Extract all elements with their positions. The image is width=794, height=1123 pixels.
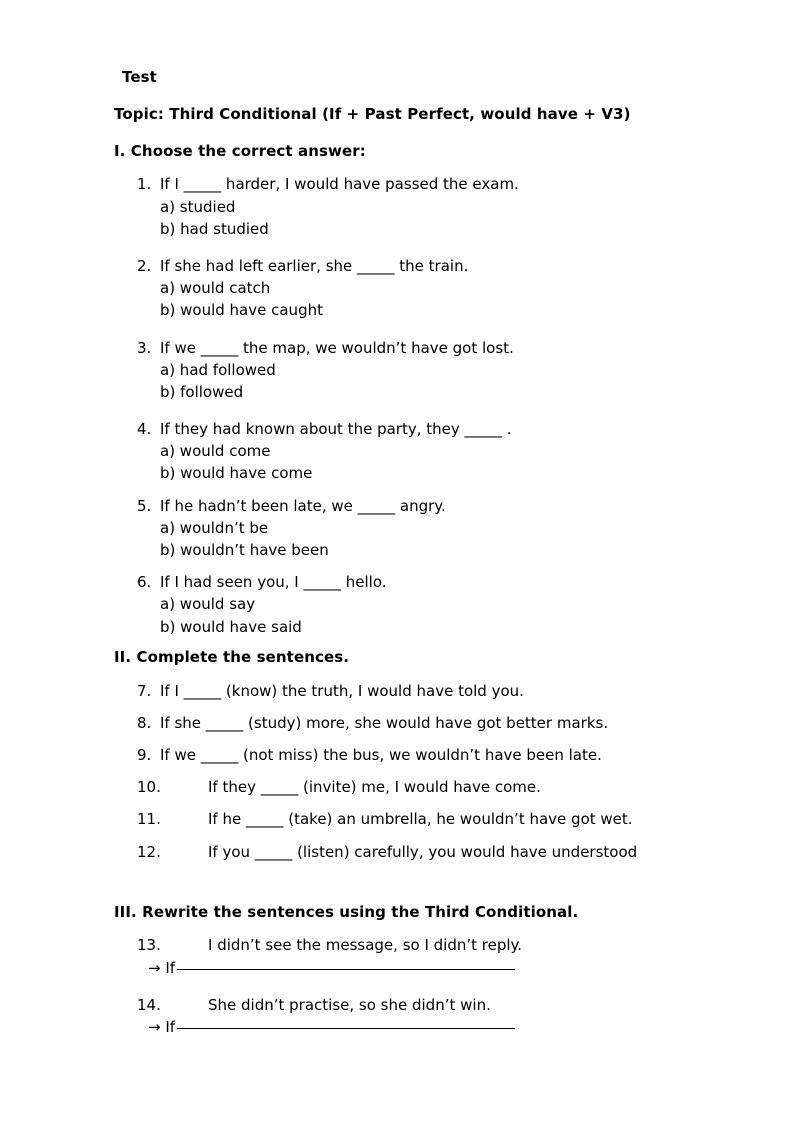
question-item (114, 712, 704, 734)
question-number: 7. (137, 681, 152, 700)
question-line (114, 744, 704, 766)
question-text: If I had seen you, I _____ hello. (160, 573, 387, 592)
answer-option[interactable]: a) would catch (160, 279, 271, 298)
question-line (114, 255, 704, 277)
answer-option[interactable]: b) would have said (160, 617, 302, 636)
question-item (114, 418, 704, 485)
question-line (114, 712, 704, 734)
question-text: If she _____ (study) more, she would have got better marks. (160, 713, 609, 732)
question-number: 4. (137, 420, 152, 439)
answer-option[interactable]: b) had studied (160, 219, 269, 238)
question-number: 8. (137, 713, 152, 732)
question-item (114, 776, 704, 798)
question-item (114, 495, 704, 562)
question-number: 10. (137, 778, 161, 797)
answer-option[interactable]: a) studied (160, 197, 236, 216)
answer-option[interactable]: a) would come (160, 442, 271, 461)
answer-option[interactable]: b) would have come (160, 464, 313, 483)
question-line (114, 571, 704, 593)
answer-option[interactable]: b) wouldn’t have been (160, 541, 329, 560)
question-text: If we _____ the map, we wouldn’t have got lost. (160, 338, 514, 357)
question-text: If we _____ (not miss) the bus, we wouldn’t have been late. (160, 745, 602, 764)
question-item (114, 571, 704, 638)
question-text: If I _____ harder, I would have passed the exam. (160, 175, 519, 194)
question-item (114, 934, 704, 978)
question-item (114, 680, 704, 702)
question-line (114, 808, 704, 830)
question-line (114, 994, 704, 1016)
question-line (114, 337, 704, 359)
question-number: 11. (137, 810, 161, 829)
question-text: If they had known about the party, they _____ . (160, 420, 512, 439)
question-number: 2. (137, 256, 152, 275)
answer-option[interactable]: a) would say (160, 595, 256, 614)
rewrite-answer-line[interactable] (177, 1028, 515, 1029)
question-number: 6. (137, 573, 152, 592)
question-text: If he _____ (take) an umbrella, he wouldn’t have got wet. (208, 810, 633, 829)
answer-option[interactable]: b) followed (160, 382, 244, 401)
question-number: 9. (137, 745, 152, 764)
question-item (114, 841, 704, 863)
question-item (114, 808, 704, 830)
question-number: 13. (137, 936, 161, 955)
section-heading-2: II. Complete the sentences. (114, 647, 350, 666)
question-text: She didn’t practise, so she didn’t win. (208, 995, 491, 1014)
question-number: 3. (137, 338, 152, 357)
rewrite-answer-line[interactable] (177, 969, 515, 970)
question-line (114, 841, 704, 863)
question-line (114, 776, 704, 798)
question-text: If they _____ (invite) me, I would have come. (208, 778, 541, 797)
question-text: If you _____ (listen) carefully, you would have understood (208, 842, 638, 861)
question-text: I didn’t see the message, so I didn’t reply. (208, 936, 523, 955)
question-item (114, 744, 704, 766)
question-number: 1. (137, 175, 152, 194)
answer-option[interactable]: a) wouldn’t be (160, 518, 269, 537)
rewrite-answer-row (114, 957, 704, 979)
rewrite-prefix: → If (148, 958, 176, 977)
question-line (114, 934, 704, 956)
question-line (114, 680, 704, 702)
question-number: 12. (137, 842, 161, 861)
question-line (114, 173, 704, 195)
question-item (114, 337, 704, 404)
question-text: If he hadn’t been late, we _____ angry. (160, 496, 446, 515)
document-topic: Topic: Third Conditional (If + Past Perfect, would have + V3) (114, 104, 631, 123)
question-item (114, 994, 704, 1038)
section-heading-1: I. Choose the correct answer: (114, 141, 366, 160)
question-item (114, 255, 704, 322)
question-number: 5. (137, 496, 152, 515)
question-number: 14. (137, 995, 161, 1014)
rewrite-answer-row (114, 1016, 704, 1038)
document-title: Test (122, 68, 157, 86)
question-text: If I _____ (know) the truth, I would have told you. (160, 681, 524, 700)
answer-option[interactable]: a) had followed (160, 360, 276, 379)
question-line (114, 495, 704, 517)
question-line (114, 418, 704, 440)
question-text: If she had left earlier, she _____ the train. (160, 256, 469, 275)
answer-option[interactable]: b) would have caught (160, 301, 323, 320)
question-item (114, 173, 704, 240)
rewrite-prefix: → If (148, 1018, 176, 1037)
section-heading-3: III. Rewrite the sentences using the Third Conditional. (114, 902, 579, 921)
